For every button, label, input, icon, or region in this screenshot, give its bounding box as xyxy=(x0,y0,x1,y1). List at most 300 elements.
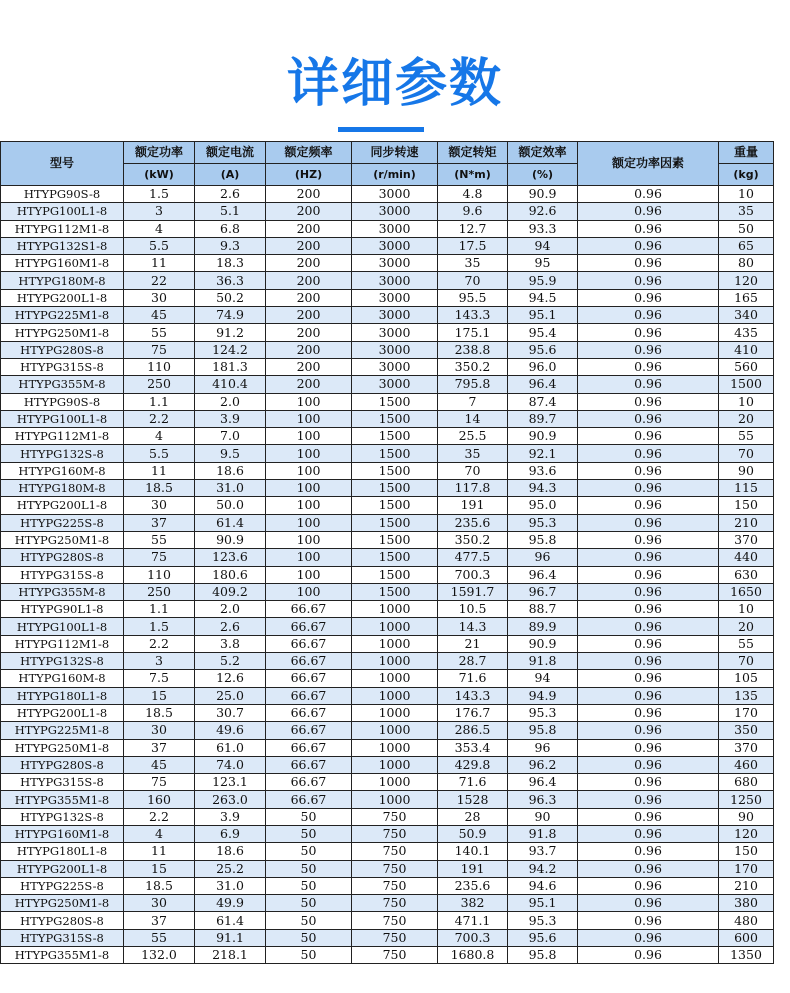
cell-frequency: 100 xyxy=(266,497,352,514)
cell-efficiency: 96.3 xyxy=(508,791,578,808)
cell-current: 90.9 xyxy=(195,531,266,548)
cell-torque: 50.9 xyxy=(438,825,508,842)
table-row xyxy=(1,358,774,375)
cell-weight: 20 xyxy=(719,618,774,635)
cell-speed: 3000 xyxy=(352,272,438,289)
cell-frequency: 200 xyxy=(266,272,352,289)
table-row xyxy=(1,462,774,479)
cell-speed: 1000 xyxy=(352,791,438,808)
cell-weight: 1350 xyxy=(719,947,774,964)
cell-weight: 135 xyxy=(719,687,774,704)
cell-speed: 1000 xyxy=(352,687,438,704)
cell-power: 22 xyxy=(124,272,195,289)
cell-speed: 1500 xyxy=(352,566,438,583)
cell-power-factor: 0.96 xyxy=(578,825,719,842)
cell-model: HTYPG100L1-8 xyxy=(1,618,124,635)
cell-power-factor: 0.96 xyxy=(578,549,719,566)
cell-torque: 700.3 xyxy=(438,566,508,583)
cell-efficiency: 95.3 xyxy=(508,514,578,531)
cell-current: 2.0 xyxy=(195,601,266,618)
cell-power-factor: 0.96 xyxy=(578,514,719,531)
cell-current: 263.0 xyxy=(195,791,266,808)
cell-torque: 176.7 xyxy=(438,704,508,721)
cell-frequency: 66.67 xyxy=(266,670,352,687)
cell-weight: 210 xyxy=(719,877,774,894)
cell-power-factor: 0.96 xyxy=(578,877,719,894)
table-row xyxy=(1,341,774,358)
header-power-factor: 额定功率因素 xyxy=(578,142,719,186)
cell-efficiency: 94.3 xyxy=(508,480,578,497)
cell-speed: 1000 xyxy=(352,635,438,652)
table-row xyxy=(1,791,774,808)
cell-weight: 1500 xyxy=(719,376,774,393)
cell-model: HTYPG132S1-8 xyxy=(1,237,124,254)
cell-weight: 410 xyxy=(719,341,774,358)
cell-weight: 440 xyxy=(719,549,774,566)
cell-current: 2.6 xyxy=(195,618,266,635)
cell-power-factor: 0.96 xyxy=(578,704,719,721)
cell-power-factor: 0.96 xyxy=(578,341,719,358)
cell-weight: 350 xyxy=(719,722,774,739)
cell-current: 9.5 xyxy=(195,445,266,462)
cell-power-factor: 0.96 xyxy=(578,428,719,445)
cell-power: 30 xyxy=(124,497,195,514)
cell-weight: 630 xyxy=(719,566,774,583)
cell-speed: 1000 xyxy=(352,722,438,739)
cell-speed: 750 xyxy=(352,947,438,964)
cell-power: 7.5 xyxy=(124,670,195,687)
cell-model: HTYPG112M1-8 xyxy=(1,635,124,652)
cell-efficiency: 90.9 xyxy=(508,186,578,203)
header-model: 型号 xyxy=(1,142,124,186)
cell-weight: 165 xyxy=(719,289,774,306)
cell-weight: 10 xyxy=(719,393,774,410)
cell-power-factor: 0.96 xyxy=(578,237,719,254)
cell-speed: 1000 xyxy=(352,618,438,635)
cell-current: 124.2 xyxy=(195,341,266,358)
table-row xyxy=(1,237,774,254)
cell-power: 1.1 xyxy=(124,601,195,618)
cell-speed: 3000 xyxy=(352,341,438,358)
table-row xyxy=(1,324,774,341)
cell-efficiency: 95.0 xyxy=(508,497,578,514)
cell-power: 18.5 xyxy=(124,877,195,894)
cell-speed: 750 xyxy=(352,808,438,825)
table-row xyxy=(1,825,774,842)
cell-power-factor: 0.96 xyxy=(578,791,719,808)
cell-model: HTYPG315S-8 xyxy=(1,774,124,791)
cell-current: 74.9 xyxy=(195,307,266,324)
cell-power-factor: 0.96 xyxy=(578,583,719,600)
cell-efficiency: 95.4 xyxy=(508,324,578,341)
cell-weight: 1250 xyxy=(719,791,774,808)
cell-efficiency: 95.8 xyxy=(508,947,578,964)
cell-power-factor: 0.96 xyxy=(578,376,719,393)
cell-speed: 1000 xyxy=(352,670,438,687)
cell-torque: 1680.8 xyxy=(438,947,508,964)
cell-speed: 1500 xyxy=(352,583,438,600)
cell-power: 55 xyxy=(124,324,195,341)
cell-efficiency: 87.4 xyxy=(508,393,578,410)
cell-power: 3 xyxy=(124,653,195,670)
cell-power-factor: 0.96 xyxy=(578,480,719,497)
table-row xyxy=(1,428,774,445)
cell-model: HTYPG225M1-8 xyxy=(1,307,124,324)
cell-power-factor: 0.96 xyxy=(578,497,719,514)
cell-efficiency: 95.3 xyxy=(508,704,578,721)
cell-torque: 14.3 xyxy=(438,618,508,635)
unit-frequency: (HZ) xyxy=(266,164,352,186)
cell-weight: 170 xyxy=(719,860,774,877)
cell-speed: 1000 xyxy=(352,601,438,618)
cell-current: 25.0 xyxy=(195,687,266,704)
cell-model: HTYPG315S-8 xyxy=(1,566,124,583)
cell-efficiency: 96.4 xyxy=(508,774,578,791)
cell-weight: 105 xyxy=(719,670,774,687)
cell-frequency: 200 xyxy=(266,358,352,375)
cell-model: HTYPG160M1-8 xyxy=(1,825,124,842)
cell-torque: 9.6 xyxy=(438,203,508,220)
cell-current: 50.0 xyxy=(195,497,266,514)
cell-power: 1.5 xyxy=(124,186,195,203)
cell-weight: 170 xyxy=(719,704,774,721)
cell-frequency: 66.67 xyxy=(266,635,352,652)
cell-speed: 1500 xyxy=(352,445,438,462)
cell-weight: 70 xyxy=(719,445,774,462)
cell-speed: 1500 xyxy=(352,393,438,410)
cell-torque: 795.8 xyxy=(438,376,508,393)
cell-speed: 1500 xyxy=(352,549,438,566)
cell-efficiency: 94 xyxy=(508,670,578,687)
cell-efficiency: 95.1 xyxy=(508,307,578,324)
cell-current: 409.2 xyxy=(195,583,266,600)
cell-power: 75 xyxy=(124,341,195,358)
cell-model: HTYPG112M1-8 xyxy=(1,428,124,445)
cell-frequency: 200 xyxy=(266,220,352,237)
cell-weight: 370 xyxy=(719,739,774,756)
cell-speed: 1500 xyxy=(352,531,438,548)
cell-current: 18.6 xyxy=(195,462,266,479)
cell-efficiency: 96.7 xyxy=(508,583,578,600)
unit-weight: (kg) xyxy=(719,164,774,186)
cell-frequency: 66.67 xyxy=(266,653,352,670)
cell-current: 31.0 xyxy=(195,480,266,497)
cell-speed: 1500 xyxy=(352,428,438,445)
cell-frequency: 200 xyxy=(266,324,352,341)
cell-speed: 3000 xyxy=(352,255,438,272)
table-row xyxy=(1,912,774,929)
cell-power-factor: 0.96 xyxy=(578,947,719,964)
cell-model: HTYPG200L1-8 xyxy=(1,860,124,877)
cell-weight: 70 xyxy=(719,653,774,670)
cell-speed: 750 xyxy=(352,843,438,860)
cell-frequency: 200 xyxy=(266,237,352,254)
table-row xyxy=(1,566,774,583)
cell-frequency: 66.67 xyxy=(266,774,352,791)
cell-speed: 3000 xyxy=(352,237,438,254)
cell-efficiency: 95.3 xyxy=(508,912,578,929)
cell-weight: 560 xyxy=(719,358,774,375)
header-row-labels xyxy=(1,142,774,164)
cell-torque: 353.4 xyxy=(438,739,508,756)
table-header xyxy=(1,142,774,186)
cell-torque: 28 xyxy=(438,808,508,825)
cell-weight: 370 xyxy=(719,531,774,548)
cell-torque: 235.6 xyxy=(438,514,508,531)
cell-power: 75 xyxy=(124,549,195,566)
cell-torque: 175.1 xyxy=(438,324,508,341)
cell-power-factor: 0.96 xyxy=(578,566,719,583)
cell-power: 110 xyxy=(124,358,195,375)
cell-model: HTYPG280S-8 xyxy=(1,912,124,929)
cell-speed: 1000 xyxy=(352,774,438,791)
cell-torque: 350.2 xyxy=(438,531,508,548)
cell-frequency: 50 xyxy=(266,825,352,842)
cell-torque: 235.6 xyxy=(438,877,508,894)
cell-model: HTYPG280S-8 xyxy=(1,756,124,773)
cell-power: 4 xyxy=(124,428,195,445)
cell-power-factor: 0.96 xyxy=(578,601,719,618)
cell-weight: 150 xyxy=(719,843,774,860)
cell-model: HTYPG250M1-8 xyxy=(1,324,124,341)
cell-efficiency: 91.8 xyxy=(508,653,578,670)
cell-torque: 429.8 xyxy=(438,756,508,773)
cell-power-factor: 0.96 xyxy=(578,739,719,756)
cell-frequency: 100 xyxy=(266,410,352,427)
cell-power: 75 xyxy=(124,774,195,791)
cell-current: 6.8 xyxy=(195,220,266,237)
cell-efficiency: 90.9 xyxy=(508,428,578,445)
cell-torque: 4.8 xyxy=(438,186,508,203)
header-speed: 同步转速 xyxy=(352,142,438,164)
cell-efficiency: 95 xyxy=(508,255,578,272)
cell-torque: 286.5 xyxy=(438,722,508,739)
spec-table xyxy=(0,141,774,964)
cell-current: 18.6 xyxy=(195,843,266,860)
cell-efficiency: 95.1 xyxy=(508,895,578,912)
cell-torque: 117.8 xyxy=(438,480,508,497)
cell-speed: 750 xyxy=(352,912,438,929)
cell-efficiency: 93.6 xyxy=(508,462,578,479)
cell-model: HTYPG90S-8 xyxy=(1,186,124,203)
cell-frequency: 50 xyxy=(266,947,352,964)
cell-current: 410.4 xyxy=(195,376,266,393)
cell-power: 110 xyxy=(124,566,195,583)
cell-current: 180.6 xyxy=(195,566,266,583)
cell-model: HTYPG355M-8 xyxy=(1,583,124,600)
cell-current: 61.4 xyxy=(195,514,266,531)
cell-current: 49.9 xyxy=(195,895,266,912)
cell-speed: 3000 xyxy=(352,358,438,375)
cell-efficiency: 96 xyxy=(508,739,578,756)
cell-current: 2.0 xyxy=(195,393,266,410)
cell-power: 18.5 xyxy=(124,704,195,721)
cell-current: 3.8 xyxy=(195,635,266,652)
table-row xyxy=(1,220,774,237)
cell-power-factor: 0.96 xyxy=(578,307,719,324)
cell-weight: 50 xyxy=(719,220,774,237)
cell-frequency: 100 xyxy=(266,462,352,479)
cell-power-factor: 0.96 xyxy=(578,860,719,877)
cell-torque: 477.5 xyxy=(438,549,508,566)
table-row xyxy=(1,307,774,324)
cell-torque: 12.7 xyxy=(438,220,508,237)
cell-torque: 35 xyxy=(438,445,508,462)
cell-model: HTYPG180M-8 xyxy=(1,272,124,289)
cell-model: HTYPG355M-8 xyxy=(1,376,124,393)
cell-efficiency: 95.8 xyxy=(508,531,578,548)
cell-power-factor: 0.96 xyxy=(578,618,719,635)
cell-speed: 750 xyxy=(352,929,438,946)
cell-frequency: 66.67 xyxy=(266,739,352,756)
unit-speed: (r/min) xyxy=(352,164,438,186)
cell-frequency: 100 xyxy=(266,428,352,445)
cell-power: 55 xyxy=(124,929,195,946)
table-row xyxy=(1,497,774,514)
table-row xyxy=(1,653,774,670)
cell-model: HTYPG355M1-8 xyxy=(1,947,124,964)
cell-power-factor: 0.96 xyxy=(578,186,719,203)
cell-power: 132.0 xyxy=(124,947,195,964)
cell-frequency: 66.67 xyxy=(266,618,352,635)
cell-current: 3.9 xyxy=(195,808,266,825)
cell-model: HTYPG200L1-8 xyxy=(1,497,124,514)
cell-frequency: 100 xyxy=(266,445,352,462)
cell-frequency: 100 xyxy=(266,583,352,600)
header-frequency: 额定频率 xyxy=(266,142,352,164)
cell-power: 4 xyxy=(124,220,195,237)
cell-power-factor: 0.96 xyxy=(578,220,719,237)
cell-model: HTYPG132S-8 xyxy=(1,445,124,462)
cell-power: 37 xyxy=(124,739,195,756)
table-row xyxy=(1,704,774,721)
cell-power: 45 xyxy=(124,307,195,324)
cell-speed: 1000 xyxy=(352,704,438,721)
cell-efficiency: 93.3 xyxy=(508,220,578,237)
cell-model: HTYPG200L1-8 xyxy=(1,289,124,306)
cell-current: 74.0 xyxy=(195,756,266,773)
cell-weight: 680 xyxy=(719,774,774,791)
cell-frequency: 100 xyxy=(266,531,352,548)
cell-frequency: 66.67 xyxy=(266,722,352,739)
cell-current: 25.2 xyxy=(195,860,266,877)
cell-power-factor: 0.96 xyxy=(578,808,719,825)
cell-power: 11 xyxy=(124,255,195,272)
cell-frequency: 100 xyxy=(266,566,352,583)
cell-power-factor: 0.96 xyxy=(578,445,719,462)
cell-power-factor: 0.96 xyxy=(578,635,719,652)
cell-speed: 1500 xyxy=(352,514,438,531)
cell-model: HTYPG160M1-8 xyxy=(1,255,124,272)
cell-power-factor: 0.96 xyxy=(578,687,719,704)
cell-current: 61.4 xyxy=(195,912,266,929)
cell-current: 50.2 xyxy=(195,289,266,306)
cell-speed: 750 xyxy=(352,860,438,877)
cell-current: 5.1 xyxy=(195,203,266,220)
cell-model: HTYPG132S-8 xyxy=(1,653,124,670)
cell-power-factor: 0.96 xyxy=(578,912,719,929)
cell-weight: 10 xyxy=(719,186,774,203)
cell-power: 250 xyxy=(124,376,195,393)
cell-torque: 71.6 xyxy=(438,774,508,791)
cell-speed: 3000 xyxy=(352,324,438,341)
cell-speed: 3000 xyxy=(352,307,438,324)
cell-weight: 600 xyxy=(719,929,774,946)
cell-frequency: 50 xyxy=(266,843,352,860)
cell-current: 5.2 xyxy=(195,653,266,670)
cell-weight: 65 xyxy=(719,237,774,254)
cell-model: HTYPG90S-8 xyxy=(1,393,124,410)
cell-efficiency: 89.9 xyxy=(508,618,578,635)
table-row xyxy=(1,877,774,894)
cell-frequency: 50 xyxy=(266,929,352,946)
unit-power: (kW) xyxy=(124,164,195,186)
page-title: 详细参数 xyxy=(286,54,503,114)
cell-weight: 35 xyxy=(719,203,774,220)
cell-efficiency: 92.6 xyxy=(508,203,578,220)
cell-efficiency: 96.0 xyxy=(508,358,578,375)
cell-current: 49.6 xyxy=(195,722,266,739)
cell-power: 160 xyxy=(124,791,195,808)
cell-torque: 7 xyxy=(438,393,508,410)
cell-efficiency: 96 xyxy=(508,549,578,566)
cell-model: HTYPG180L1-8 xyxy=(1,687,124,704)
cell-power: 2.2 xyxy=(124,635,195,652)
cell-weight: 20 xyxy=(719,410,774,427)
table-row xyxy=(1,186,774,203)
cell-weight: 10 xyxy=(719,601,774,618)
cell-torque: 14 xyxy=(438,410,508,427)
cell-power-factor: 0.96 xyxy=(578,929,719,946)
cell-model: HTYPG315S-8 xyxy=(1,358,124,375)
table-row xyxy=(1,947,774,964)
cell-power-factor: 0.96 xyxy=(578,722,719,739)
table-row xyxy=(1,895,774,912)
cell-current: 123.6 xyxy=(195,549,266,566)
header-torque: 额定转矩 xyxy=(438,142,508,164)
cell-frequency: 50 xyxy=(266,860,352,877)
cell-current: 7.0 xyxy=(195,428,266,445)
cell-torque: 700.3 xyxy=(438,929,508,946)
cell-model: HTYPG160M-8 xyxy=(1,670,124,687)
cell-power-factor: 0.96 xyxy=(578,358,719,375)
table-row xyxy=(1,739,774,756)
cell-weight: 120 xyxy=(719,825,774,842)
cell-power-factor: 0.96 xyxy=(578,255,719,272)
table-row xyxy=(1,410,774,427)
cell-frequency: 66.67 xyxy=(266,791,352,808)
cell-torque: 382 xyxy=(438,895,508,912)
cell-frequency: 100 xyxy=(266,480,352,497)
table-row xyxy=(1,289,774,306)
cell-model: HTYPG225S-8 xyxy=(1,877,124,894)
cell-power-factor: 0.96 xyxy=(578,895,719,912)
cell-efficiency: 88.7 xyxy=(508,601,578,618)
cell-frequency: 66.67 xyxy=(266,704,352,721)
cell-torque: 1528 xyxy=(438,791,508,808)
cell-power: 37 xyxy=(124,912,195,929)
cell-torque: 191 xyxy=(438,860,508,877)
cell-power-factor: 0.96 xyxy=(578,774,719,791)
cell-weight: 380 xyxy=(719,895,774,912)
cell-model: HTYPG355M1-8 xyxy=(1,791,124,808)
cell-frequency: 50 xyxy=(266,912,352,929)
cell-frequency: 66.67 xyxy=(266,756,352,773)
table-row xyxy=(1,272,774,289)
cell-weight: 210 xyxy=(719,514,774,531)
cell-model: HTYPG180L1-8 xyxy=(1,843,124,860)
cell-power: 30 xyxy=(124,722,195,739)
